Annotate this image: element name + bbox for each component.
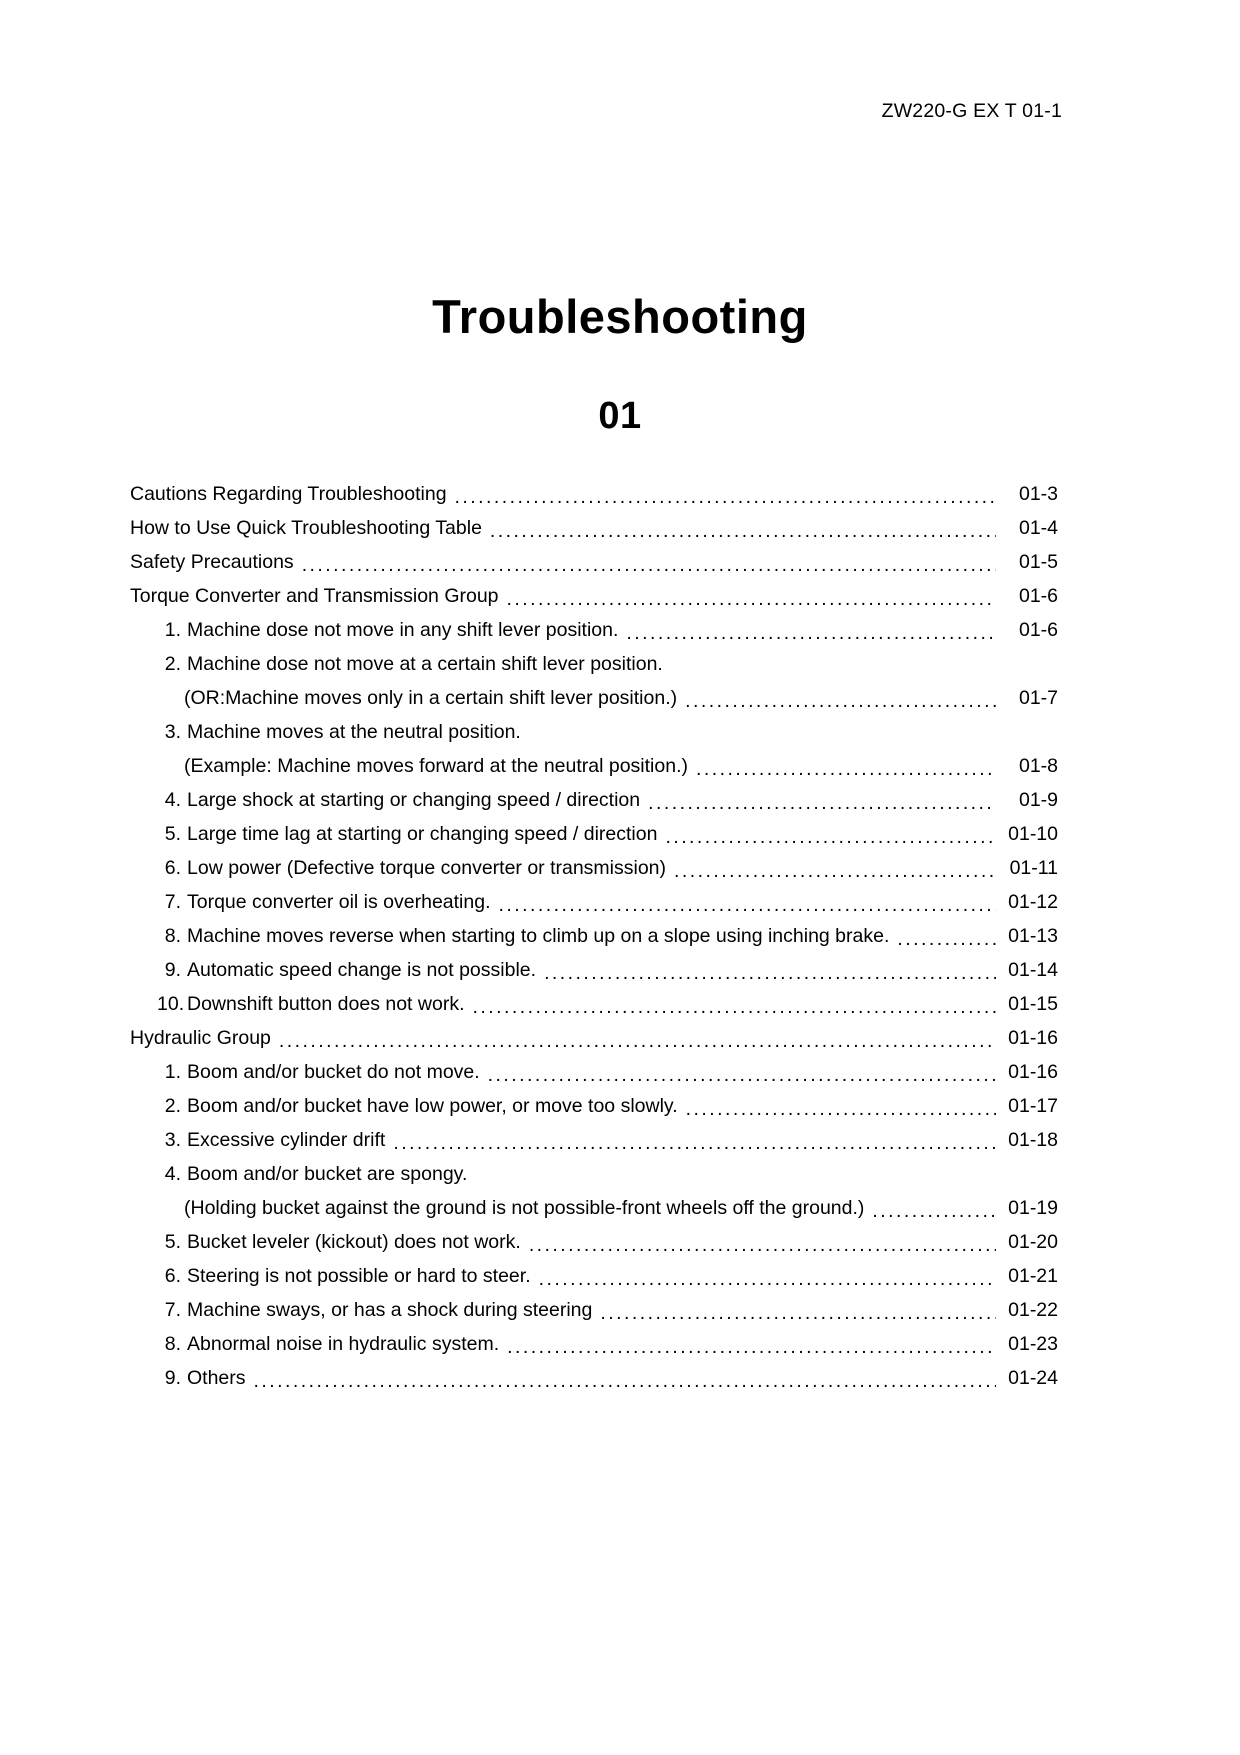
toc-entry-page-number: 01-19 bbox=[1008, 1196, 1058, 1219]
toc-entry[interactable] bbox=[124, 1150, 1058, 1184]
toc-entry-label: Machine moves at the neutral position. bbox=[187, 720, 521, 743]
toc-leader-dots bbox=[897, 927, 996, 946]
toc-entry-label: Hydraulic Group bbox=[130, 1026, 271, 1049]
toc-entry-label: Cautions Regarding Troubleshooting bbox=[130, 482, 447, 505]
toc-leader-dots bbox=[475, 1165, 996, 1184]
toc-leader-dots bbox=[507, 1335, 996, 1354]
toc-entry-page-number: 01-10 bbox=[1008, 822, 1058, 845]
toc-entry-page-number: 01-23 bbox=[1008, 1332, 1058, 1355]
toc-entry[interactable] bbox=[124, 1048, 1058, 1082]
toc-entry-number: 7. bbox=[164, 1298, 181, 1321]
toc-entry-page-number: 01-13 bbox=[1008, 924, 1058, 947]
toc-leader-dots bbox=[393, 1131, 996, 1150]
toc-entry-page-number: 01-18 bbox=[1008, 1128, 1058, 1151]
title-block bbox=[0, 292, 1240, 438]
toc-entry-number: 8. bbox=[164, 1332, 181, 1355]
toc-entry[interactable] bbox=[124, 1184, 1058, 1218]
toc-entry-number: 1. bbox=[164, 1060, 181, 1083]
toc-entry-number: 2. bbox=[164, 1094, 181, 1117]
toc-entry-label: Machine sways, or has a shock during steering bbox=[187, 1298, 593, 1321]
toc-entry[interactable] bbox=[124, 810, 1058, 844]
toc-entry-page-number: 01-6 bbox=[1018, 584, 1058, 607]
toc-entry-page-number: 01-12 bbox=[1008, 890, 1058, 913]
toc-entry-page-number: 01-11 bbox=[1009, 856, 1058, 879]
toc-leader-dots bbox=[473, 995, 997, 1014]
toc-entry[interactable] bbox=[124, 640, 1058, 674]
toc-entry-number: 9. bbox=[164, 958, 181, 981]
toc-entry[interactable] bbox=[124, 1286, 1058, 1320]
toc-entry-page-number: 01-7 bbox=[1018, 686, 1058, 709]
toc-entry[interactable] bbox=[124, 1116, 1058, 1150]
toc-entry-number: 8. bbox=[164, 924, 181, 947]
toc-leader-dots bbox=[529, 1233, 996, 1252]
toc-entry-number: 3. bbox=[164, 720, 181, 743]
toc-entry-page-number: 01-8 bbox=[1018, 754, 1058, 777]
toc-entry[interactable] bbox=[124, 742, 1058, 776]
toc-leader-dots bbox=[488, 1063, 996, 1082]
toc-entry-page-number: 01-5 bbox=[1018, 550, 1058, 573]
toc-leader-dots bbox=[600, 1301, 996, 1320]
toc-leader-dots bbox=[665, 825, 996, 844]
toc-entry-label: Machine moves reverse when starting to climb up on a slope using inching brake. bbox=[187, 924, 890, 947]
toc-entry-number: 6. bbox=[164, 1264, 181, 1287]
toc-entry-label: Steering is not possible or hard to steer. bbox=[187, 1264, 531, 1287]
toc-entry[interactable] bbox=[124, 776, 1058, 810]
toc-entry[interactable] bbox=[124, 878, 1058, 912]
toc-leader-dots bbox=[529, 723, 996, 742]
toc-entry-label: Torque Converter and Transmission Group bbox=[130, 584, 499, 607]
page-title: Troubleshooting bbox=[432, 290, 808, 343]
toc-entry-page-number: 01-4 bbox=[1018, 516, 1058, 539]
toc-entry-label: Others bbox=[187, 1366, 246, 1389]
toc-leader-dots bbox=[507, 587, 996, 606]
toc-entry[interactable] bbox=[124, 946, 1058, 980]
toc-entry-label: Bucket leveler (kickout) does not work. bbox=[187, 1230, 521, 1253]
toc-entry[interactable] bbox=[124, 708, 1058, 742]
toc-entry-number: 4. bbox=[164, 1162, 181, 1185]
table-of-contents bbox=[124, 470, 1058, 1388]
toc-entry[interactable] bbox=[124, 980, 1058, 1014]
toc-leader-dots bbox=[872, 1199, 996, 1218]
toc-entry[interactable] bbox=[124, 504, 1058, 538]
toc-entry[interactable] bbox=[124, 606, 1058, 640]
toc-entry-number: 1. bbox=[164, 618, 181, 641]
toc-entry-label: Large shock at starting or changing speed / direction bbox=[187, 788, 641, 811]
toc-leader-dots bbox=[254, 1369, 996, 1388]
toc-entry-label: Excessive cylinder drift bbox=[187, 1128, 386, 1151]
toc-entry-label: Low power (Defective torque converter or transmission) bbox=[187, 856, 667, 879]
toc-entry[interactable] bbox=[124, 1082, 1058, 1116]
toc-entry-number: 9. bbox=[164, 1366, 181, 1389]
section-number: 01 bbox=[598, 395, 642, 438]
toc-entry[interactable] bbox=[124, 538, 1058, 572]
toc-entry-page-number: 01-21 bbox=[1008, 1264, 1058, 1287]
toc-entry-number: 6. bbox=[164, 856, 181, 879]
toc-entry-page-number: 01-16 bbox=[1008, 1060, 1058, 1083]
toc-entry-page-number: 01-22 bbox=[1008, 1298, 1058, 1321]
toc-entry-label: Automatic speed change is not possible. bbox=[187, 958, 537, 981]
toc-entry[interactable] bbox=[124, 1320, 1058, 1354]
toc-entry-number: 7. bbox=[164, 890, 181, 913]
toc-entry-page-number: 01-3 bbox=[1018, 482, 1058, 505]
toc-leader-dots bbox=[685, 689, 996, 708]
toc-entry-label: Large time lag at starting or changing speed / direction bbox=[187, 822, 658, 845]
page-header-doc-code: ZW220-G EX T 01-1 bbox=[881, 100, 1062, 122]
toc-entry-label: Machine dose not move in any shift lever position. bbox=[187, 618, 619, 641]
toc-entry-number: 5. bbox=[164, 822, 181, 845]
toc-entry[interactable] bbox=[124, 1354, 1058, 1388]
toc-entry[interactable] bbox=[124, 470, 1058, 504]
toc-leader-dots bbox=[648, 791, 996, 810]
toc-entry[interactable] bbox=[124, 1014, 1058, 1048]
toc-entry-label: Downshift button does not work. bbox=[187, 992, 465, 1015]
toc-entry[interactable] bbox=[124, 674, 1058, 708]
toc-leader-dots bbox=[499, 893, 997, 912]
toc-entry-label: (Example: Machine moves forward at the neutral position.) bbox=[184, 754, 688, 777]
toc-entry-page-number: 01-16 bbox=[1008, 1026, 1058, 1049]
toc-leader-dots bbox=[671, 655, 996, 674]
toc-entry[interactable] bbox=[124, 572, 1058, 606]
toc-entry-page-number: 01-17 bbox=[1008, 1094, 1058, 1117]
toc-entry-page-number: 01-9 bbox=[1018, 788, 1058, 811]
toc-entry-number: 5. bbox=[164, 1230, 181, 1253]
toc-entry[interactable] bbox=[124, 1218, 1058, 1252]
toc-entry-label: How to Use Quick Troubleshooting Table bbox=[130, 516, 482, 539]
toc-entry[interactable] bbox=[124, 844, 1058, 878]
toc-entry-number: 10. bbox=[157, 992, 185, 1015]
toc-leader-dots bbox=[674, 859, 996, 878]
toc-entry-page-number: 01-15 bbox=[1008, 992, 1058, 1015]
toc-entry-label: (OR:Machine moves only in a certain shift lever position.) bbox=[184, 686, 678, 709]
toc-leader-dots bbox=[626, 621, 996, 640]
toc-entry-label: Abnormal noise in hydraulic system. bbox=[187, 1332, 500, 1355]
toc-entry-label: (Holding bucket against the ground is not possible-front wheels off the ground.) bbox=[184, 1196, 865, 1219]
toc-entry-page-number: 01-20 bbox=[1008, 1230, 1058, 1253]
toc-entry-number: 2. bbox=[164, 652, 181, 675]
toc-leader-dots bbox=[490, 519, 996, 538]
toc-entry-label: Boom and/or bucket are spongy. bbox=[187, 1162, 468, 1185]
toc-entry-label: Boom and/or bucket do not move. bbox=[187, 1060, 480, 1083]
toc-entry-number: 4. bbox=[164, 788, 181, 811]
toc-leader-dots bbox=[696, 757, 996, 776]
toc-entry-label: Boom and/or bucket have low power, or move too slowly. bbox=[187, 1094, 678, 1117]
toc-leader-dots bbox=[279, 1029, 996, 1048]
toc-leader-dots bbox=[539, 1267, 996, 1286]
toc-leader-dots bbox=[544, 961, 996, 980]
toc-entry[interactable] bbox=[124, 912, 1058, 946]
toc-entry-page-number: 01-24 bbox=[1008, 1366, 1058, 1389]
toc-leader-dots bbox=[686, 1097, 996, 1116]
toc-entry-label: Torque converter oil is overheating. bbox=[187, 890, 491, 913]
toc-leader-dots bbox=[455, 485, 996, 504]
toc-entry-page-number: 01-6 bbox=[1018, 618, 1058, 641]
toc-entry-number: 3. bbox=[164, 1128, 181, 1151]
toc-entry-page-number: 01-14 bbox=[1008, 958, 1058, 981]
toc-entry[interactable] bbox=[124, 1252, 1058, 1286]
toc-entry-label: Machine dose not move at a certain shift lever position. bbox=[187, 652, 663, 675]
toc-entry-label: Safety Precautions bbox=[130, 550, 294, 573]
toc-leader-dots bbox=[302, 553, 996, 572]
